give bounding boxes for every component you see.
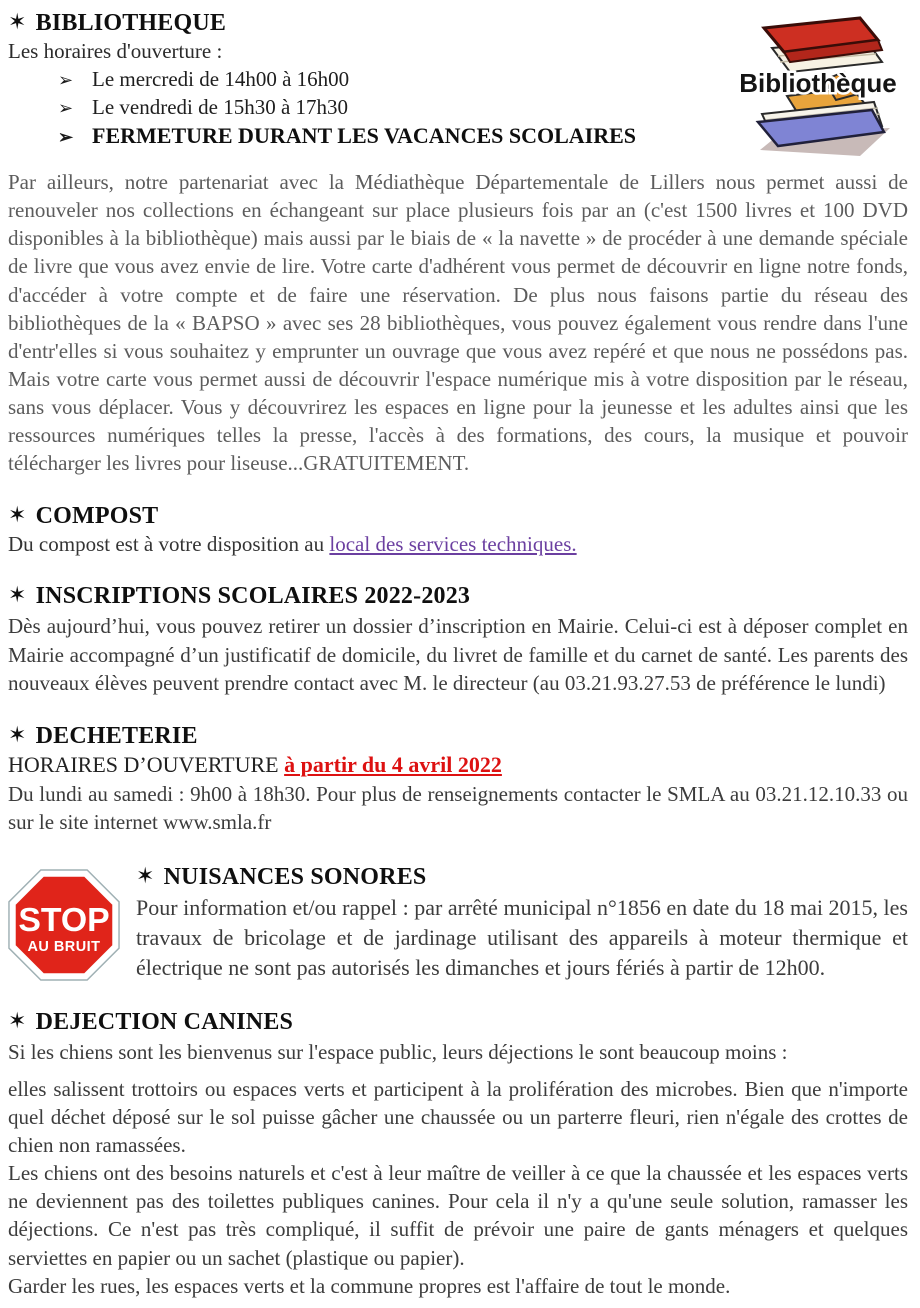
arrow-bullet-icon: ➢ — [58, 98, 74, 118]
horaires-label: HORAIRES D’OUVERTURE — [8, 751, 285, 777]
section-title-decheterie — [8, 723, 908, 750]
star-bullet-icon: ✶ — [8, 502, 27, 528]
compost-line — [8, 532, 908, 557]
section-bibliotheque-header — [8, 10, 908, 162]
list-item-text: Le vendredi de 15h30 à 17h30 — [92, 95, 349, 119]
section-decheterie — [8, 723, 908, 836]
inscriptions-paragraph: Dès aujourd’hui, vous pouvez retirer un dossier d’inscription en Mairie. Celui-ci est à déposer complet en Mairie accompagné d’un justificatif de domicile, du livret de famille et du carnet de santé. Les parents des nouveaux élèves peuvent prendre contact avec M. le directeur (au 03.21.93.27.53 de préférence le lundi) — [8, 614, 908, 695]
section-title-inscriptions — [8, 583, 908, 610]
bibliotheque-books-image — [732, 10, 904, 160]
section-compost — [8, 503, 908, 557]
star-bullet-icon: ✶ — [8, 582, 27, 608]
section-inscriptions — [8, 583, 908, 696]
section-title-text: NUISANCES SONORES — [163, 864, 427, 890]
stop-au-bruit-sign — [8, 868, 120, 982]
dejections-paragraph-1: Si les chiens sont les bienvenus sur l'espace public, leurs déjections le sont beaucoup moins : — [8, 1039, 788, 1064]
compost-text: Du compost est à votre disposition au — [8, 532, 330, 557]
star-bullet-icon: ✶ — [8, 9, 27, 34]
star-bullet-icon: ✶ — [8, 721, 27, 747]
section-title-text: DECHETERIE — [35, 722, 198, 749]
list-item-text: Le mercredi de 14h00 à 16h00 — [92, 67, 350, 91]
star-bullet-icon: ✶ — [8, 1007, 27, 1033]
decheterie-date-highlight: à partir du 4 avril 2022 — [284, 751, 502, 777]
bibliotheque-image-label: Bibliothèque — [739, 68, 897, 98]
list-item-text: FERMETURE DURANT LES VACANCES SCOLAIRES — [92, 123, 637, 148]
bibliotheque-paragraph: Par ailleurs, notre partenariat avec la Médiathèque Départementale de Lillers nous permet aussi de renouveler nos collections en échangeant sur place plusieurs fois par an (c'est 1500 livres et 100 DVD disponibles à la bibliothèque) mais aussi par le biais de « la navette » de procéder à une demande spéciale de livre que vous avez envie de lire. Votre carte d'adhérent vous permet de découvrir en ligne notre fonds, d'accéder à votre compte et de faire une réservation. De plus nous faisons partie du réseau des bibliothèques de la « BAPSO » avec ses 28 bibliothèques, vous pouvez également vous rendre dans l'une d'entr'elles si vous souhaitez y emprunter un ouvrage que vous avez repéré et que nous ne possédons pas. Mais votre carte vous permet aussi de découvrir l'espace numérique mis à votre disposition par le réseau, sans vous déplacer. Vous y découvrirez les espaces en ligne pour la jeunesse et les adultes ainsi que les ressources numériques telles la presse, l'accès à des formations, des cours, la musique et pouvoir télécharger les livres pour liseuse...GRATUITEMENT. — [8, 170, 908, 476]
decheterie-subtitle — [8, 752, 908, 778]
services-techniques-link[interactable]: local des services techniques. — [329, 532, 577, 557]
stop-sign-text: STOP — [18, 900, 110, 939]
dejections-paragraph-4: Garder les rues, les espaces verts et la commune propres est l'affaire de tout le monde. — [8, 1273, 731, 1298]
section-title-text: INSCRIPTIONS SCOLAIRES 2022-2023 — [35, 583, 471, 610]
dejections-paragraph-3: Les chiens ont des besoins naturels et c'est à leur maître de veiller à ce que la chaussée et les espaces verts ne deviennent pas des toilettes publiques canines. Pour cela il n'y a qu'une seule solution, ramasser les déjections. Ce n'est pas très compliqué, il suffit de prévoir une paire de gants ménagers et quelques serviettes en papier ou un sachet (plastique ou papier). — [8, 1161, 908, 1270]
hours-intro: Les horaires d'ouverture : — [8, 39, 223, 63]
arrow-bullet-icon: ➢ — [58, 127, 74, 147]
star-bullet-icon: ✶ — [136, 863, 155, 888]
section-nuisances — [8, 864, 908, 983]
section-title-text: DEJECTION CANINES — [35, 1008, 294, 1035]
section-title-text: COMPOST — [35, 503, 159, 530]
decheterie-paragraph: Du lundi au samedi : 9h00 à 18h30. Pour plus de renseignements contacter le SMLA au 03.21.12.10.33 ou sur le site internet www.smla.fr — [8, 781, 908, 834]
section-title-text: BIBLIOTHEQUE — [35, 10, 227, 36]
stop-sign-subtext: AU BRUIT — [27, 939, 101, 956]
section-title-nuisances — [8, 864, 908, 891]
section-title-compost — [8, 503, 908, 530]
nuisances-paragraph: Pour information et/ou rappel : par arrêté municipal n°1856 en date du 18 mai 2015, les travaux de bricolage et de jardinage utilisant des appareils à moteur thermique et électrique ne sont pas autorisés les dimanches et jours fériés à partir de 12h00. — [136, 895, 908, 980]
section-dejections — [8, 1009, 908, 1300]
dejections-paragraph-2: elles salissent trottoirs ou espaces verts et participent à la prolifération des microbes. Bien que n'importe quel déchet déposé sur le sol puisse gâcher une chaussée ou un parterre fleuri, rien n'égale des crottes de chien non ramassées. — [8, 1076, 908, 1158]
section-title-dejections — [8, 1009, 908, 1036]
arrow-bullet-icon: ➢ — [58, 70, 74, 90]
